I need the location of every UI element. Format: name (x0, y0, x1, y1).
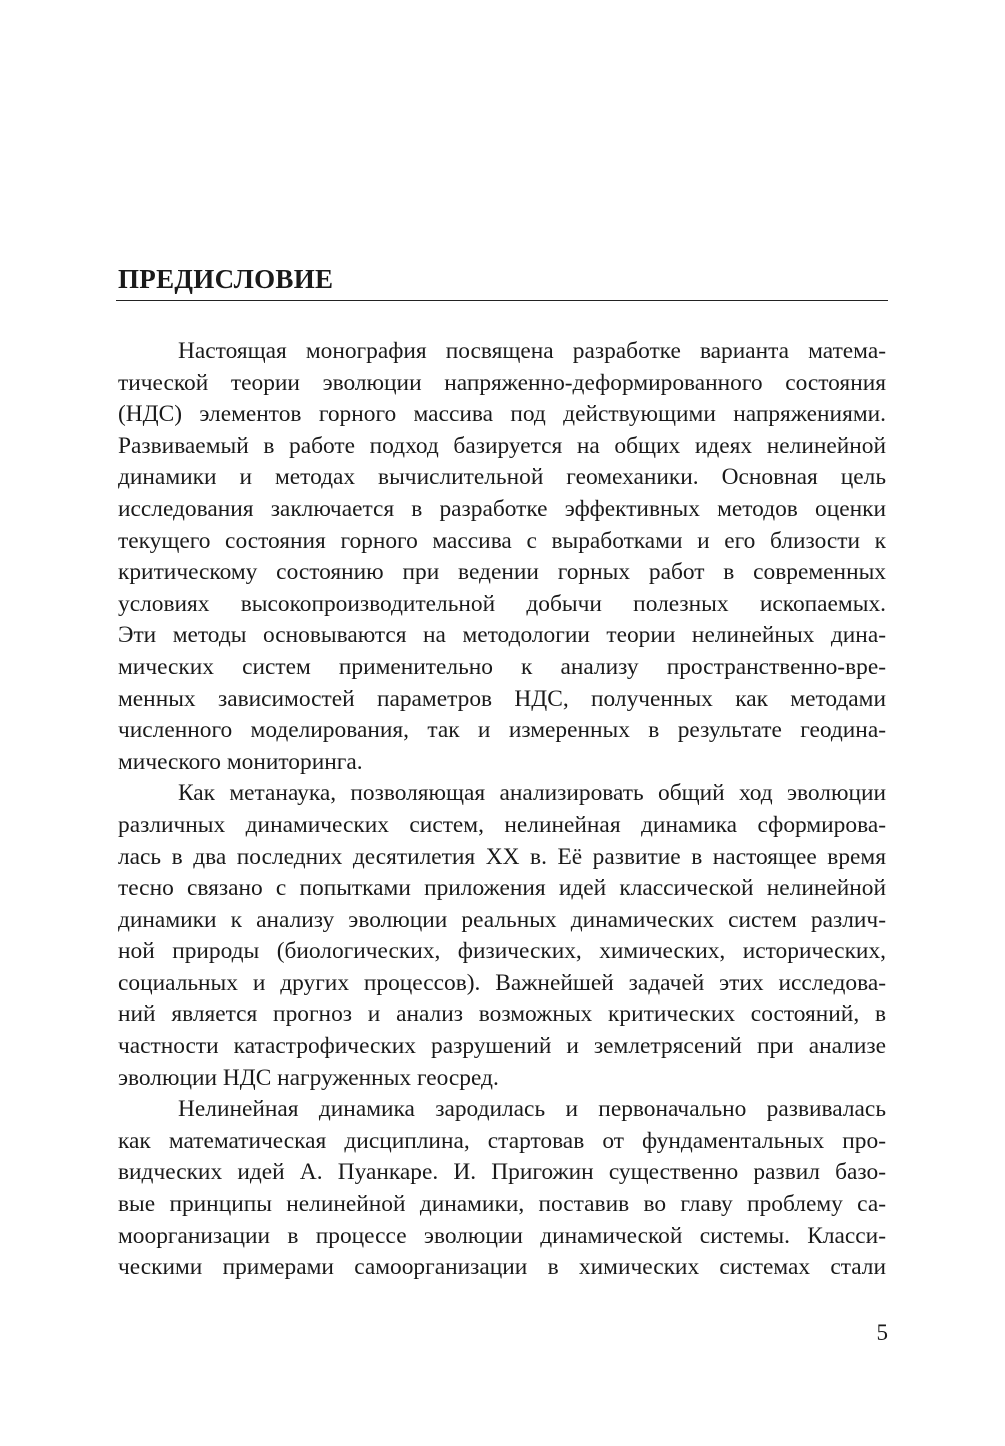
text-line: лась в два последних десятилетия XX в. Её развитие в настоящее время (118, 843, 886, 870)
text-line: ческими примерами самоорганизации в химических системах стали (118, 1254, 886, 1281)
paragraph (118, 778, 886, 1094)
text-line: текущего состояния горного массива с выработками и его близости к (118, 527, 886, 554)
page-number: 5 (876, 1320, 888, 1345)
text-line: тической теории эволюции напряженно-деформированного состояния (118, 369, 886, 396)
paragraph (118, 1094, 886, 1284)
text-line: критическому состоянию при ведении горных работ в современных (118, 559, 886, 586)
text-line: динамики и методах вычислительной геомеханики. Основная цель (118, 464, 886, 491)
text-line: Нелинейная динамика зародилась и первоначально развивалась (178, 1096, 886, 1123)
text-line: мических систем применительно к анализу пространственно-вре- (118, 653, 886, 680)
text-line: динамики к анализу эволюции реальных динамических систем различ- (118, 906, 886, 933)
text-line: мического мониторинга. (118, 748, 363, 775)
text-line: видческих идей А. Пуанкаре. И. Пригожин существенно развил базо- (118, 1159, 886, 1186)
text-line: менных зависимостей параметров НДС, полученных как методами (118, 685, 886, 712)
text-line: различных динамических систем, нелинейная динамика сформирова- (118, 811, 886, 838)
text-line: эволюции НДС нагруженных геосред. (118, 1064, 499, 1091)
text-line: условиях высокопроизводительной добычи полезных ископаемых. (118, 590, 886, 617)
text-line: вые принципы нелинейной динамики, поставив во главу проблему са- (118, 1191, 886, 1218)
heading-rule (116, 300, 888, 301)
text-line: ной природы (биологических, физических, химических, исторических, (118, 938, 886, 965)
text-line: как математическая дисциплина, стартовав от фундаментальных про- (118, 1127, 886, 1154)
text-line: ний является прогноз и анализ возможных критических состояний, в (118, 1001, 886, 1028)
section-heading: ПРЕДИСЛОВИЕ (118, 264, 334, 294)
text-line: частности катастрофических разрушений и землетрясений при анализе (118, 1033, 886, 1060)
text-line: Настоящая монография посвящена разработке варианта матема- (178, 338, 886, 364)
text-line: Как метанаука, позволяющая анализировать общий ход эволюции (178, 780, 886, 807)
text-line: тесно связано с попытками приложения идей классической нелинейной (118, 875, 886, 902)
text-line: Развиваемый в работе подход базируется на общих идеях нелинейной (118, 432, 886, 459)
body-text (118, 336, 886, 1284)
text-line: Эти методы основываются на методологии теории нелинейных дина- (118, 622, 886, 649)
text-line: моорганизации в процессе эволюции динамической системы. Класси- (118, 1222, 886, 1249)
paragraph (118, 336, 886, 778)
text-line: (НДС) элементов горного массива под действующими напряжениями. (118, 401, 886, 428)
text-line: социальных и других процессов). Важнейшей задачей этих исследова- (118, 969, 886, 996)
text-line: численного моделирования, так и измеренных в результате геодина- (118, 717, 886, 744)
text-line: исследования заключается в разработке эффективных методов оценки (118, 495, 886, 522)
